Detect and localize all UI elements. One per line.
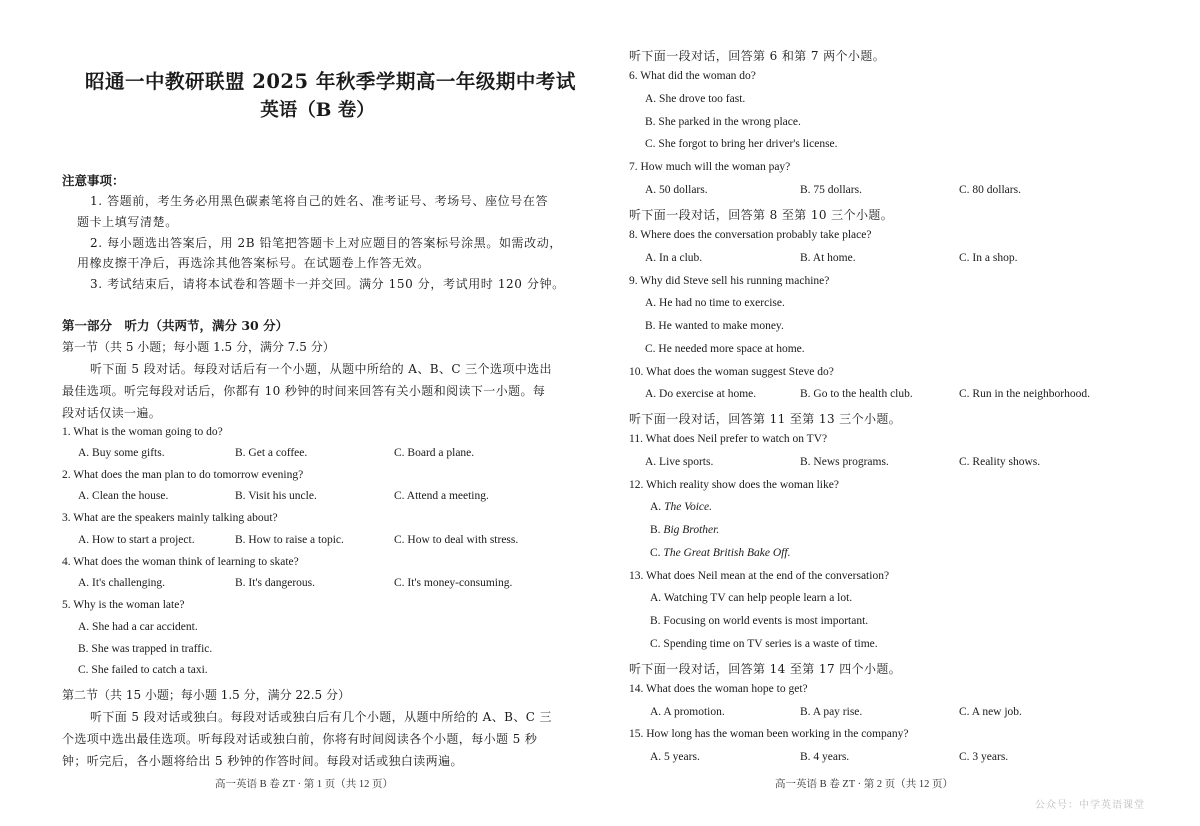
dialogue-instruction: 听下面一段对话，回答第 6 和第 7 两个小题。 (629, 49, 886, 63)
option-14c: C. A new job. (959, 706, 1022, 718)
option-9b: B. He wanted to make money. (645, 320, 784, 332)
show-title: The Great British Bake Off. (663, 547, 791, 559)
question-6: 6. What did the woman do? (629, 70, 756, 82)
option-6c: C. She forgot to bring her driver's license. (645, 138, 838, 150)
page-footer: 高一英语 B 卷 ZT · 第 1 页（共 12 页） (215, 779, 394, 790)
question-1: 1. What is the woman going to do? (62, 426, 223, 438)
section-1-heading: 第一节（共 5 小题；每小题 1.5 分，满分 7.5 分） (62, 340, 335, 354)
section-2-instruction: 钟；听完后，各小题将给出 5 秒钟的作答时间。每段对话或独白读两遍。 (62, 754, 463, 768)
option-3a: A. How to start a project. (78, 534, 195, 546)
notice-line: 题卡上填写清楚。 (77, 215, 178, 229)
exam-title: 昭通一中教研联盟 2025 年秋季学期高一年级期中考试 (85, 70, 576, 93)
option-1a: A. Buy some gifts. (78, 447, 165, 459)
option-label: C. (650, 547, 664, 559)
option-13b: B. Focusing on world events is most important. (650, 615, 869, 627)
question-4: 4. What does the woman think of learning to skate? (62, 556, 299, 568)
section-2-instruction: 听下面 5 段对话或独白。每段对话或独白后有几个小题，从题中所给的 A、B、C 三 (90, 710, 552, 724)
option-10c: C. Run in the neighborhood. (959, 388, 1090, 400)
option-6b: B. She parked in the wrong place. (645, 116, 801, 128)
dialogue-instruction: 听下面一段对话，回答第 14 至第 17 四个小题。 (629, 662, 902, 676)
question-14: 14. What does the woman hope to get? (629, 683, 808, 695)
question-11: 11. What does Neil prefer to watch on TV? (629, 433, 828, 445)
question-7: 7. How much will the woman pay? (629, 161, 791, 173)
question-2: 2. What does the man plan to do tomorrow evening? (62, 469, 304, 481)
option-8a: A. In a club. (645, 252, 703, 264)
watermark: 公众号：中学英语课堂 (1035, 800, 1145, 811)
option-9c: C. He needed more space at home. (645, 343, 805, 355)
show-title: The Voice. (664, 501, 712, 513)
option-2a: A. Clean the house. (78, 490, 169, 502)
option-10a: A. Do exercise at home. (645, 388, 757, 400)
question-15: 15. How long has the woman been working in the company? (629, 728, 909, 740)
exam-subtitle: 英语（B 卷） (260, 100, 375, 121)
option-10b: B. Go to the health club. (800, 388, 913, 400)
notice-line: 3. 考试结束后，请将本试卷和答题卡一并交回。满分 150 分，考试用时 120 分钟。 (90, 277, 565, 291)
option-15b: B. 4 years. (800, 751, 850, 763)
notice-line: 2. 每小题选出答案后，用 2B 铅笔把答题卡上对应题目的答案标号涂黑。如需改动， (90, 236, 562, 250)
option-1b: B. Get a coffee. (235, 447, 308, 459)
show-title: Big Brother. (663, 524, 720, 536)
section-1-instruction: 最佳选项。听完每段对话后，你都有 10 秒钟的时间来回答有关小题和阅读下一小题。每 (62, 384, 546, 398)
notice-line: 用橡皮擦干净后，再选涂其他答案标号。在试题卷上作答无效。 (77, 256, 430, 270)
question-12: 12. Which reality show does the woman like? (629, 479, 839, 491)
dialogue-instruction: 听下面一段对话，回答第 11 至第 13 三个小题。 (629, 412, 902, 426)
section-1-instruction: 段对话仅读一遍。 (62, 406, 162, 420)
option-4c: C. It's money-consuming. (394, 577, 513, 589)
question-13: 13. What does Neil mean at the end of the conversation? (629, 570, 890, 582)
option-12b (650, 524, 719, 536)
option-4a: A. It's challenging. (78, 577, 166, 589)
option-11a: A. Live sports. (645, 456, 714, 468)
option-11c: C. Reality shows. (959, 456, 1041, 468)
question-10: 10. What does the woman suggest Steve do? (629, 366, 834, 378)
option-9a: A. He had no time to exercise. (645, 297, 785, 309)
option-label: A. (650, 501, 665, 513)
option-15a: A. 5 years. (650, 751, 700, 763)
page-footer: 高一英语 B 卷 ZT · 第 2 页（共 12 页） (775, 779, 954, 790)
option-14b: B. A pay rise. (800, 706, 863, 718)
question-5: 5. Why is the woman late? (62, 599, 185, 611)
dialogue-instruction: 听下面一段对话，回答第 8 至第 10 三个小题。 (629, 208, 894, 222)
question-8: 8. Where does the conversation probably take place? (629, 229, 872, 241)
question-3: 3. What are the speakers mainly talking about? (62, 512, 278, 524)
section-1-instruction: 听下面 5 段对话。每段对话后有一个小题，从题中所给的 A、B、C 三个选项中选出 (90, 362, 552, 376)
option-2b: B. Visit his uncle. (235, 490, 317, 502)
option-7c: C. 80 dollars. (959, 184, 1021, 196)
notice-heading: 注意事项： (62, 173, 125, 188)
option-8b: B. At home. (800, 252, 856, 264)
option-13a: A. Watching TV can help people learn a lot. (650, 592, 853, 604)
option-7a: A. 50 dollars. (645, 184, 708, 196)
notice-line: 1. 答题前，考生务必用黑色碳素笔将自己的姓名、准考证号、考场号、座位号在答 (90, 194, 549, 208)
part-1-heading: 第一部分 听力（共两节，满分 30 分） (62, 318, 289, 333)
section-2-heading: 第二节（共 15 小题；每小题 1.5 分，满分 22.5 分） (62, 688, 350, 702)
option-12c (650, 547, 790, 559)
exam-page-2 (600, 0, 1200, 826)
option-2c: C. Attend a meeting. (394, 490, 489, 502)
option-15c: C. 3 years. (959, 751, 1009, 763)
option-13c: C. Spending time on TV series is a waste of time. (650, 638, 878, 650)
section-2-instruction: 个选项中选出最佳选项。听每段对话或独白前，你将有时间阅读各个小题，每小题 5 秒 (62, 732, 538, 746)
option-6a: A. She drove too fast. (645, 93, 746, 105)
option-5a: A. She had a car accident. (78, 621, 198, 633)
option-5b: B. She was trapped in traffic. (78, 643, 213, 655)
option-label: B. (650, 524, 664, 536)
option-3c: C. How to deal with stress. (394, 534, 519, 546)
option-11b: B. News programs. (800, 456, 889, 468)
option-1c: C. Board a plane. (394, 447, 475, 459)
option-14a: A. A promotion. (650, 706, 725, 718)
option-12a (650, 501, 712, 513)
option-4b: B. It's dangerous. (235, 577, 316, 589)
question-9: 9. Why did Steve sell his running machine? (629, 275, 830, 287)
option-3b: B. How to raise a topic. (235, 534, 344, 546)
option-7b: B. 75 dollars. (800, 184, 862, 196)
option-5c: C. She failed to catch a taxi. (78, 664, 208, 676)
option-8c: C. In a shop. (959, 252, 1018, 264)
